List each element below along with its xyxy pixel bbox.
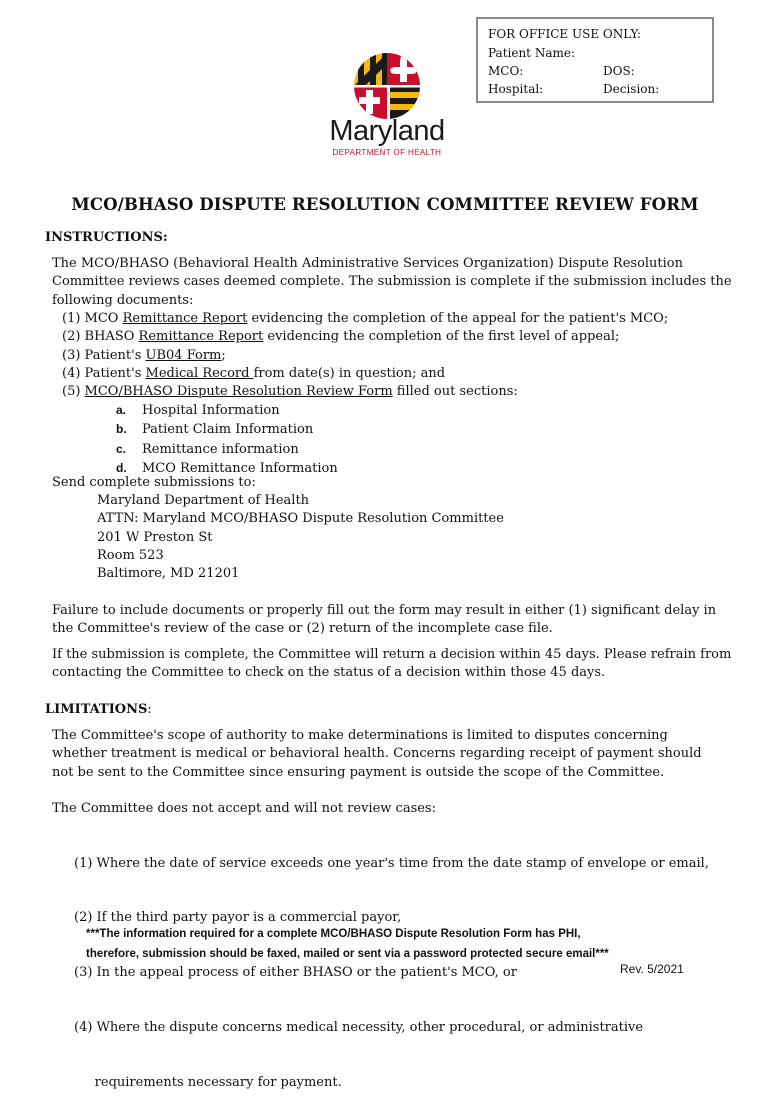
limitations-heading-text: LIMITATIONS [45, 702, 148, 717]
failure-paragraph [52, 602, 732, 639]
address-line: Baltimore, MD 21201 [97, 566, 240, 582]
scope-paragraph [52, 727, 732, 782]
maryland-logo [316, 50, 458, 160]
doc-prefix: (2) BHASO [62, 329, 139, 345]
intro-line: following documents: [52, 292, 194, 308]
logo-wordmark: Maryland [329, 115, 445, 147]
instructions-heading-colon: : [162, 230, 168, 245]
decision-timeline-paragraph [52, 646, 732, 683]
remittance-report-link: Remittance Report [122, 311, 248, 326]
required-documents-list [62, 310, 668, 401]
footnote-line: therefore, submission should be faxed, mailed or sent via a password protected secure email*** [86, 948, 609, 960]
page-title: MCO/BHASO DISPUTE RESOLUTION COMMITTEE REVIEW FORM [71, 194, 699, 214]
list-item [116, 401, 338, 420]
mco-label: MCO: [488, 64, 524, 78]
doc-suffix: filled out sections: [392, 384, 518, 400]
dos-label: DOS: [603, 64, 635, 78]
not-accept-intro: The Committee does not accept and will not review cases: [52, 801, 436, 816]
section-label: c. [116, 441, 127, 456]
review-form-link: MCO/BHASO Dispute Resolution Review Form [84, 384, 393, 400]
address-line: ATTN: Maryland MCO/BHASO Dispute Resolution Committee [97, 511, 504, 527]
list-item: (4) Where the dispute concerns medical necessity, other procedural, or administrative [74, 1020, 644, 1036]
ub04-form-link: UB04 Form [145, 347, 222, 363]
list-item [116, 440, 338, 459]
paragraph-line: not be sent to the Committee since ensuring payment is outside the scope of the Committee. [52, 764, 665, 780]
paragraph-line: The Committee's scope of authority to make determinations is limited to disputes concerning [52, 728, 668, 743]
office-use-header: FOR OFFICE USE ONLY: [488, 27, 641, 41]
intro-line: The MCO/BHASO (Behavioral Health Administrative Services Organization) Dispute Resolution [52, 256, 684, 271]
doc-prefix: (4) Patient's [62, 365, 146, 381]
paragraph-line: If the submission is complete, the Committee will return a decision within 45 days. Please refrain from [52, 647, 732, 662]
logo-department: DEPARTMENT OF HEALTH [332, 148, 442, 157]
remittance-report-link: Remittance Report [138, 329, 264, 345]
instructions-heading-text: INSTRUCTIONS [45, 230, 163, 245]
list-item [62, 365, 668, 383]
list-item [62, 383, 668, 401]
address-line: 201 W Preston St [97, 529, 213, 545]
form-sections-list [116, 401, 338, 478]
section-text: MCO Remittance Information [142, 460, 338, 476]
intro-line: Committee reviews cases deemed complete. The submission is complete if the submission includes the [52, 274, 732, 290]
medical-record-link: Medical Record [145, 365, 254, 381]
limitations-heading-colon: : [147, 702, 152, 717]
rejected-cases-list [74, 818, 709, 1111]
instructions-heading [45, 229, 168, 247]
list-item: (2) If the third party payor is a commercial payor, [74, 910, 402, 926]
address-line: Maryland Department of Health [97, 493, 310, 508]
doc-suffix: evidencing the completion of the first level of appeal; [263, 329, 620, 345]
doc-suffix: from date(s) in question; and [253, 365, 446, 381]
paragraph-line: whether treatment is medical or behavioral health. Concerns regarding receipt of payment should [52, 746, 702, 762]
list-item: requirements necessary for payment. [74, 1075, 342, 1091]
footnote-line: ***The information required for a complete MCO/BHASO Dispute Resolution Form has PHI, [86, 928, 581, 940]
list-item: (3) In the appeal process of either BHASO or the patient's MCO, or [74, 965, 517, 981]
patient-name-label: Patient Name: [488, 46, 575, 60]
office-use-box [476, 17, 714, 103]
list-item [62, 328, 668, 346]
paragraph-line: contacting the Committee to check on the status of a decision within those 45 days. [52, 665, 606, 681]
instructions-intro [52, 255, 732, 310]
mailing-address [97, 492, 504, 583]
doc-prefix: (3) Patient's [62, 347, 146, 363]
section-text: Patient Claim Information [142, 422, 314, 438]
send-to-label: Send complete submissions to: [52, 475, 256, 490]
maryland-flag-icon [316, 50, 458, 120]
limitations-heading [45, 701, 152, 719]
hospital-label: Hospital: [488, 82, 544, 96]
phi-footnote [86, 924, 726, 964]
address-line: Room 523 [97, 547, 164, 563]
section-label: a. [116, 403, 127, 417]
doc-prefix: (1) MCO [62, 311, 123, 326]
decision-label: Decision: [603, 82, 660, 96]
list-item: (1) Where the date of service exceeds one year's time from the date stamp of envelope or email, [74, 855, 709, 871]
section-label: d. [116, 460, 127, 475]
doc-suffix: ; [221, 347, 226, 363]
section-text: Hospital Information [142, 403, 280, 418]
list-item [62, 347, 668, 365]
revision-date: Rev. 5/2021 [620, 962, 684, 976]
list-item [116, 420, 338, 439]
section-text: Remittance information [142, 441, 299, 457]
paragraph-line: Failure to include documents or properly fill out the form may result in either (1) significant delay in [52, 603, 717, 618]
section-label: b. [116, 422, 127, 437]
doc-suffix: evidencing the completion of the appeal for the patient's MCO; [247, 311, 669, 326]
list-item [62, 310, 668, 328]
doc-prefix: (5) [62, 384, 85, 400]
paragraph-line: the Committee's review of the case or (2) return of the incomplete case file. [52, 621, 553, 637]
